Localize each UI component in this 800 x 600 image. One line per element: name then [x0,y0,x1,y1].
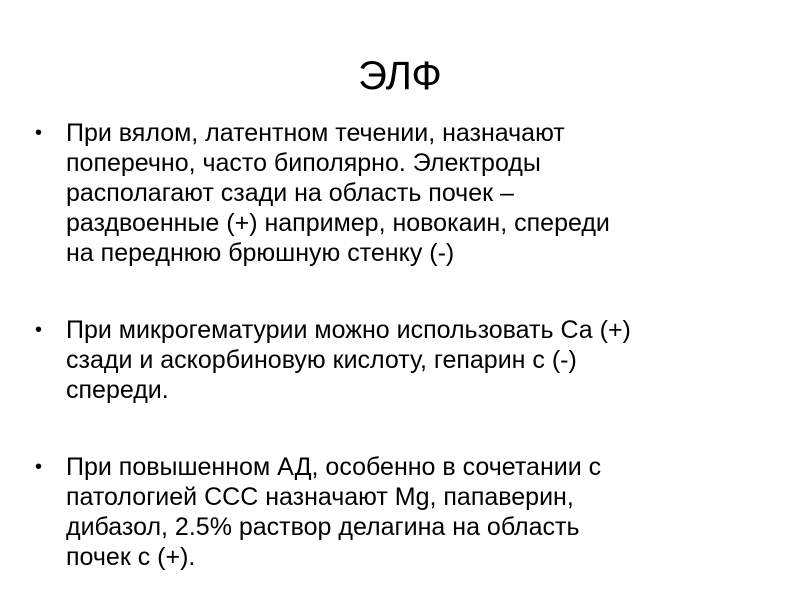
bullet-text-line: поперечно, часто биполярно. Электроды [66,149,541,177]
bullet-text-line: спереди. [66,376,169,404]
bullet-text-line: раздвоенные (+) например, новокаин, спереди [66,209,610,237]
bullet-text-line: При вялом, латентном течении, назначают [66,119,565,147]
bullet-list [35,118,765,572]
bullet-text-line: патологией ССС назначают Mg, папаверин, [66,483,574,511]
bullet-text-line: располагают сзади на область почек – [66,179,514,207]
bullet-item [35,118,765,268]
slide-title: ЭЛФ [358,54,442,98]
bullet-text-line: сзади и аскорбиновую кислоту, гепарин с (-) [66,346,577,374]
bullet-text-line: дибазол, 2.5% раствор делагина на область [66,513,580,541]
bullet-text-line: При микрогематурии можно использовать Са (+) [66,316,631,344]
bullet-item [35,315,765,405]
bullet-text-line: почек с (+). [66,543,196,571]
bullet-dot-icon: • [35,456,43,478]
bullet-text-line: При повышенном АД, особенно в сочетании с [66,453,602,481]
bullet-dot-icon: • [35,319,43,341]
bullet-dot-icon: • [35,122,43,144]
bullet-item [35,452,765,572]
bullet-text-line: на переднюю брюшную стенку (-) [66,239,455,267]
